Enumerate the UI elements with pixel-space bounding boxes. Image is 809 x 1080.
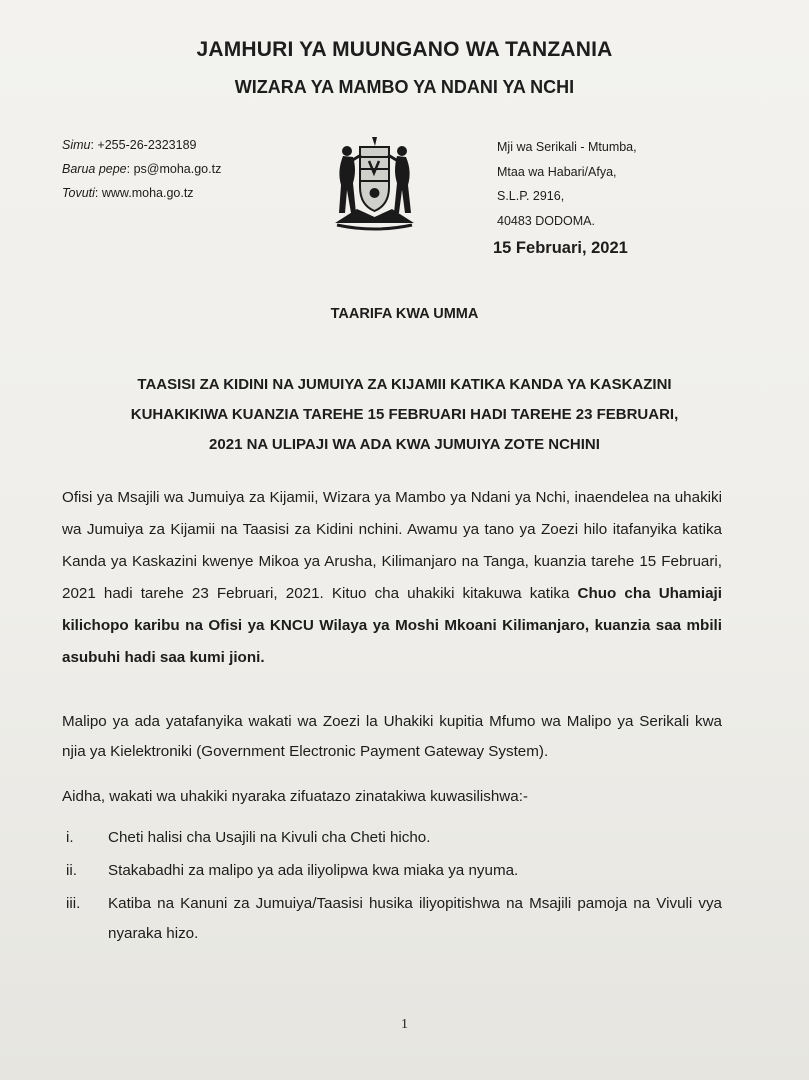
country-heading: JAMHURI YA MUUNGANO WA TANZANIA (196, 38, 613, 61)
venue-details: Chuo cha Uhamiaji kilichopo karibu na Ofisi ya KNCU Wilaya ya Moshi Mkoani Kilimanjaro, kuanzia saa mbili asubuhi hadi saa kumi jioni. (62, 585, 722, 666)
paragraph-verification: Ofisi ya Msajili wa Jumuiya za Kijamii, Wizara ya Mambo ya Ndani ya Nchi, inaendelea na uhakiki wa Jumuiya za Kijamii na Taasisi za Kidini nchini. Awamu ya tano ya Zoezi hilo itafanyika katika Kanda ya Kaskazini kwenye Mikoa ya Arusha, Kilimanjaro na Tanga, kuanzia tarehe 15 Februari, 2021 hadi tarehe 23 Februari, 2021. Kituo cha uhakiki kitakuwa katika Chuo cha Uhamiaji kilichopo karibu na Ofisi ya KNCU Wilaya ya Moshi Mkoani Kilimanjaro, kuanzia saa mbili asubuhi hadi saa kumi jioni. (62, 489, 722, 666)
phone-line: Simu: +255-26-2323189 (62, 138, 197, 152)
postal-address (497, 135, 637, 233)
subject-line: TAASISI ZA KIDINI NA JUMUIYA ZA KIJAMII KATIKA KANDA YA KASKAZINI (137, 376, 672, 393)
list-number: iii. (66, 895, 81, 912)
subject-line: 2021 NA ULIPAJI WA ADA KWA JUMUIYA ZOTE NCHINI (209, 436, 600, 453)
list-item (62, 889, 722, 949)
address-line: S.L.P. 2916, (497, 189, 565, 203)
address-line: 40483 DODOMA. (497, 213, 595, 228)
list-number: ii. (66, 862, 77, 879)
list-text: Stakabadhi za malipo ya ada iliyolipwa kwa miaka ya nyuma. (108, 862, 519, 879)
list-text: Cheti halisi cha Usajili na Kivuli cha Cheti hicho. (108, 829, 431, 846)
website-line: Tovuti: www.moha.go.tz (62, 186, 194, 200)
list-item (62, 823, 722, 853)
paragraph-documents-intro: Aidha, wakati wa uhakiki nyaraka zifuatazo zinatakiwa kuwasilishwa:- (62, 788, 528, 805)
email-line: Barua pepe: ps@moha.go.tz (62, 162, 222, 176)
ministry-heading: WIZARA YA MAMBO YA NDANI YA NCHI (234, 77, 575, 97)
subject-heading (40, 370, 769, 460)
list-number: i. (66, 829, 74, 846)
required-documents-list (62, 823, 722, 952)
list-item (62, 856, 722, 886)
page-number: 1 (401, 1017, 408, 1032)
address-line: Mtaa wa Habari/Afya, (497, 164, 617, 179)
list-text: Katiba na Kanuni za Jumuiya/Taasisi husika iliyopitishwa na Msajili pamoja na Vivuli vya nyaraka hizo. (108, 895, 722, 942)
coat-of-arms-emblem (327, 135, 422, 232)
paragraph-payment: Malipo ya ada yatafanyika wakati wa Zoezi la Uhakiki kupitia Mfumo wa Malipo ya Serikali kwa njia ya Kielektroniki (Government Electronic Payment Gateway System). (62, 713, 722, 760)
subject-line: KUHAKIKIWA KUANZIA TAREHE 15 FEBRUARI HADI TAREHE 23 FEBRUARI, (130, 406, 679, 423)
address-line: Mji wa Serikali - Mtumba, (497, 140, 637, 154)
notice-title: TAARIFA KWA UMMA (330, 306, 479, 322)
contact-block (62, 133, 221, 205)
document-date: 15 Februari, 2021 (493, 239, 628, 257)
